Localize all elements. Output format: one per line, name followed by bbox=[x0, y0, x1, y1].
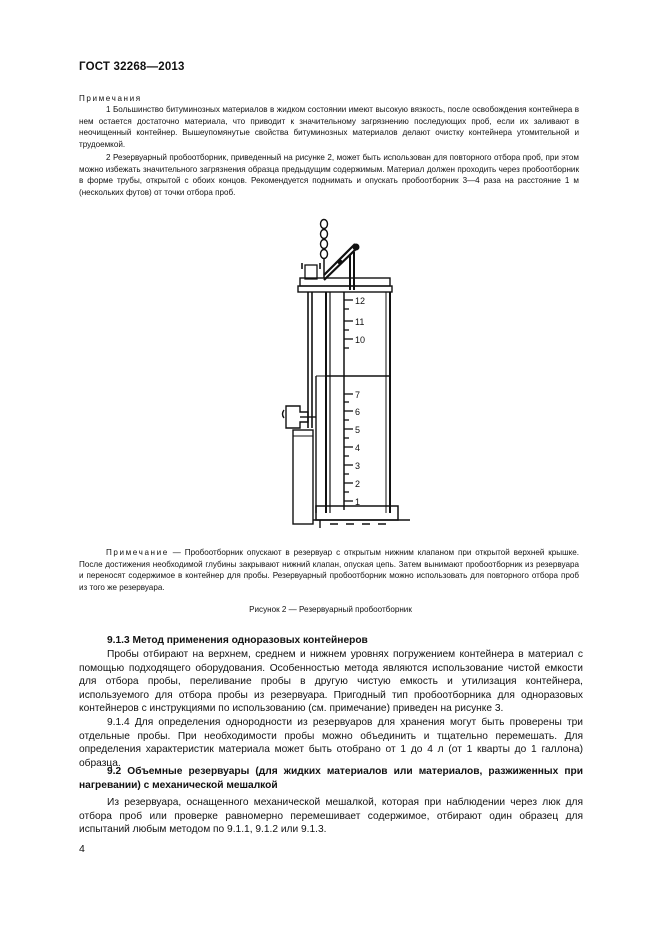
notes-title-text: Примечания bbox=[79, 94, 142, 103]
document-header: ГОСТ 32268—2013 bbox=[79, 61, 185, 73]
note-1: 1 Большинство битуминозных материалов в жидком состоянии имеют высокую вязкость, после освобождения контейнера в нем остается достаточно материала, что приводит к значительному загрязнению последующих проб, если их заливают в неочищенный контейнер. Вышеупомянутые свойства битуминозных материалов делают очистку контейнера утомительной и трудоемкой. bbox=[79, 105, 579, 149]
scale-label-6: 6 bbox=[355, 407, 361, 417]
figure-caption: Рисунок 2 — Резервуарный пробоотборник bbox=[249, 605, 412, 614]
chain-icon bbox=[321, 220, 328, 259]
section-9-1-3-heading: 9.1.3 Метод применения одноразовых контейнеров bbox=[107, 635, 368, 646]
section-9-1-3-text: Пробы отбирают на верхнем, среднем и нижнем уровнях погружением контейнера в материал с помощью подходящего оборудования. Особенностью метода являются использование чистой емкости для отбора пробы, переливание пробы в другую чистую емкость и утилизация контейнера, используемого для отбора пробы из резервуара. Пригодный тип пробоотборника для одноразовых контейнеров с инструкциями по использованию (см. примечание) приведен на рисунке 3. bbox=[79, 649, 583, 715]
scale-label-10: 10 bbox=[355, 335, 366, 345]
clamp-icon bbox=[283, 406, 317, 428]
scale-label-1: 1 bbox=[355, 497, 361, 507]
section-9-1-4-text: 9.1.4 Для определения однородности из резервуаров для хранения могут быть проверены три отдельные пробы. При необходимости пробы можно объединить и тщательно перемешать. Для определения характеристик материала может быть отобрано от 1 до 4 л (от 1 кварты до 1 галлона) образца. bbox=[79, 717, 583, 769]
scale-label-4: 4 bbox=[355, 443, 361, 453]
section-9-2-heading: 9.2 Объемные резервуары (для жидких материалов или материалов, разжиженных при нагревании) с механической мешалкой bbox=[79, 766, 583, 791]
section-9-2-text: Из резервуара, оснащенного механической мешалкой, которая при наблюдении через люк для отбора проб или проверке равномерно перемешивает содержимое, отбирают один образец для испытаний любым методом по 9.1.1, 9.1.2 или 9.1.3. bbox=[79, 797, 583, 836]
scale-label-11: 11 bbox=[355, 317, 365, 327]
scale-label-3: 3 bbox=[355, 461, 361, 471]
notes-title bbox=[79, 93, 579, 105]
page-number: 4 bbox=[79, 843, 85, 855]
figure-note bbox=[79, 547, 579, 593]
scale-label-7: 7 bbox=[355, 390, 361, 400]
scale-label-12: 12 bbox=[355, 296, 366, 306]
scale-label-5: 5 bbox=[355, 425, 361, 435]
note-2: 2 Резервуарный пробоотборник, приведенный на рисунке 2, может быть использован для повторного отбора проб, при этом можно избежать значительного загрязнения образца предыдущим содержимым. Материал должен проходить через пробоотборник в форме трубы, открытой с обоих концов. Рекомендуется поднимать и опускать пробоотборник 3—4 раза на расстояние 1 м (нескольких футов) от точки отбора проб. bbox=[79, 153, 579, 197]
figure-note-label: Примечание bbox=[106, 548, 169, 557]
scale-label-2: 2 bbox=[355, 479, 361, 489]
figure-2-sampler-drawing bbox=[280, 218, 416, 530]
figure-note-text: — Пробоотборник опускают в резервуар с открытым нижним клапаном при открытой верхней крышке. После достижения необходимой глубины закрывают нижний клапан, опуская цепь. Затем вынимают пробоотборник из резервуара и переносят содержимое в контейнер для пробы. Резервуарный пробоотборник можно использовать для повторного отбора проб из того же резервуара. bbox=[79, 548, 579, 592]
